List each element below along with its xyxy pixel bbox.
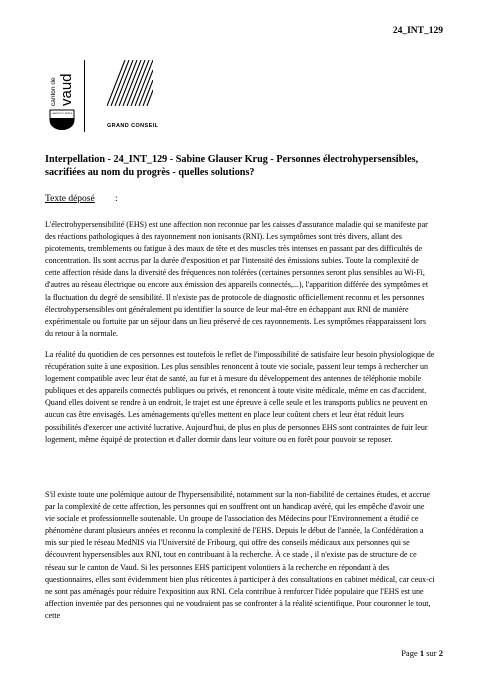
logo-divider xyxy=(84,60,85,132)
vaud-text: vaud xyxy=(58,73,75,106)
grand-conseil-logo-icon xyxy=(107,60,153,106)
section-heading: Texte déposé xyxy=(45,194,95,204)
current-page: 1 xyxy=(419,648,425,658)
title-main: Sabine Glauser Krug - Personnes électrohypersensibles, sacrifiées au nom du progrès - quelles solutions? xyxy=(45,154,419,178)
page-footer xyxy=(401,648,443,658)
document-title xyxy=(45,153,435,179)
shield-text: LIBERTÉ ET PATRIE xyxy=(51,113,73,115)
of-word: sur xyxy=(426,648,437,658)
body-paragraph-3: S'il existe toute une polémique autour de l'hypersensibilité, notamment sur la non-fiabilité de certaines études, et accrue par la complexité de cette affection, les personnes qui en souffrent ont un handicap avéré, qui les empêche d'avoir une vie sociale et professionnelle soutenable. Un groupe de l'association des Médecins pour l'Environnement a étudié ce phénomène durant plusieurs années et reconnu la complexité de l'EHS. Depuis le début de l'année, la Confédération a mis sur pied le réseau MedNIS via l'Université de Fribourg, qui offre des conseils médicaux aux personnes qui se découvrent hypersensibles aux RNI, tout en contribuant à la recherche. À ce stade , il n'existe pas de structure de ce réseau sur le canton de Vaud. Si les personnes EHS participent volontiers à la recherche en répondant à des questionnaires, elles sont évidemment bien plus réticentes à participer à des consultations en cabinet médical, car ceux-ci ne sont pas aménagés pour réduire l'exposition aux RNI. Cela contribue à renforcer l'idée populaire que l'EHS est une affection inventée par des personnes qui ne voudraient pas se confronter à la réalité scientifique. Pour couronner le tout, cette xyxy=(45,490,435,620)
canton-de-vaud-logo xyxy=(47,64,77,130)
title-prefix: Interpellation - 24_INT_129 - xyxy=(45,154,174,165)
body-paragraph-2: La réalité du quotidien de ces personnes est toutefois le reflet de l'impossibilité de satisfaire leur besoin physiologique de récupération suite à une exposition. Les plus sensibles renoncent à toute vie sociale, passent leur temps à rechercher un logement compatible avec leur état de santé, au fur et à mesure du développement des antennes de téléphonie mobile publiques et des appareils connectés publiques ou privés, et renoncent à toute visite médicale, même en cas d'accident. Quand elles doivent se rendre à un endroit, le trajet est une épreuve à celle seule et les transports publics ne peuvent en aucun cas être envisagés. Les aménagements qu'elles mettent en place leur coûtent chers et leur état réduit leurs possibilités d'exercer une activité lucrative. Aujourd'hui, de plus en plus de personnes EHS sont contraintes de fuir leur logement, même équipé de protection et d'aller dormir dans leur voiture ou en forêt pour pouvoir se reposer. xyxy=(45,350,435,444)
document-reference: 24_INT_129 xyxy=(392,26,443,36)
section-heading-colon: : xyxy=(115,194,118,204)
page-word: Page xyxy=(401,648,418,658)
total-pages: 2 xyxy=(438,648,443,658)
canton-de-text: canton de xyxy=(50,77,57,106)
vaud-shield-icon xyxy=(50,110,74,130)
body-paragraph-1: L'électrohypersensibilité (EHS) est une affection non reconnue par les caisses d'assurance maladie qui se manifeste par des réactions pathologiques à des rayonnement non ionisants (RNI). Les symptômes sont très divers, allant des picotements, tremblements ou fatigue à des maux de tête et des muscles très intenses en passant par des difficultés de concentration. Ils sont accrus par la durée d'exposition et par l'intensité des émissions subies. Toute la complexité de cette affection réside dans la diversité des fréquences non tolérées (certaines personnes seront plus sensibles au Wi-Fi, d'autres au réseau électrique ou encore aux émission des appareils connectés,...), l'apparition différée des symptômes et la fluctuation du degré de sensibilité. Il n'existe pas de protocole de diagnostic officiellement reconnu et les personnes électrohypersensibles ont généralement pu identifier la source de leur mal-être en échappant aux RNI de manière expérimentale ou fortuite par un séjour dans un lieu préservé de ces rayonnements. Les symptômes réapparaissent lors du retour à la normale. xyxy=(45,220,429,338)
grand-conseil-label: GRAND CONSEIL xyxy=(107,123,159,129)
